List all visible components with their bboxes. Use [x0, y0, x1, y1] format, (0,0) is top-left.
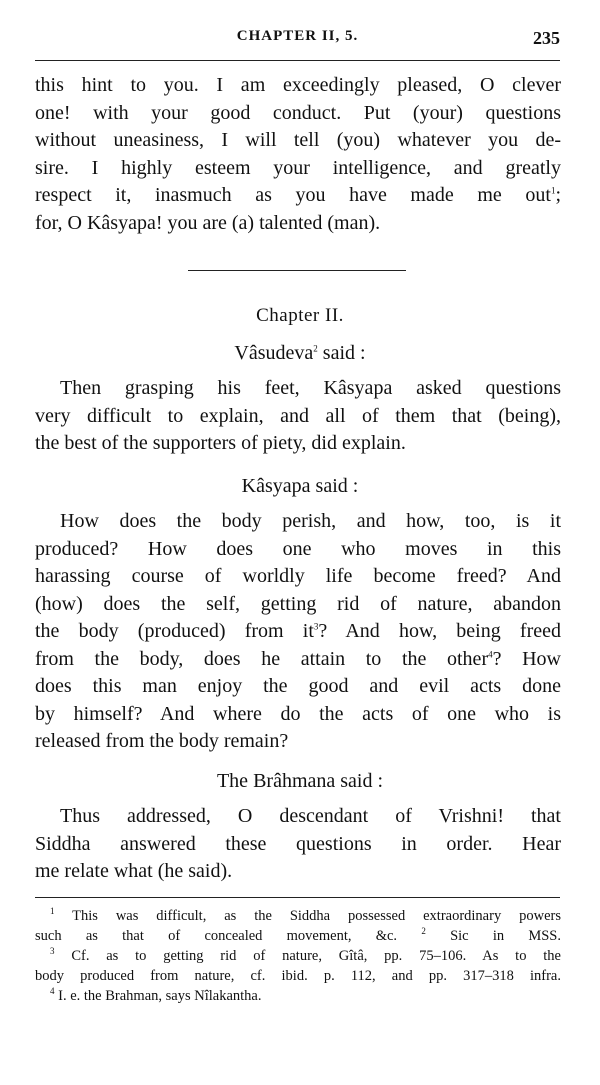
footnote-text: This was difficult, as the Siddha possessed extraordinary powers — [72, 908, 561, 924]
text-line: Then grasping his feet, Kâsyapa asked questions — [60, 377, 561, 399]
text-fragment: ; — [555, 184, 561, 206]
footnote-line — [35, 926, 561, 946]
text-line: the best of the supporters of piety, did explain. — [35, 432, 406, 454]
speaker-heading — [0, 475, 600, 498]
chapter-running-title: CHAPTER II, 5. — [236, 28, 359, 44]
footnote-mark: 1 — [50, 906, 55, 917]
footnote-line: body produced from nature, cf. ibid. p. 112, and pp. 317–318 infra. — [35, 968, 561, 984]
text-line: Thus addressed, O descendant of Vrishni! that — [60, 805, 561, 827]
footnote-2 — [421, 928, 561, 944]
paragraph-3 — [35, 803, 561, 886]
footnote-mark: 4 — [50, 986, 55, 997]
text-line: by himself? And where do the acts of one who is — [35, 702, 561, 725]
footnote-ref: 1 — [550, 185, 556, 196]
top-paragraph — [35, 72, 561, 237]
text-fragment: ? And how, being freed — [318, 620, 561, 642]
speaker-heading — [0, 770, 600, 793]
text-line — [35, 618, 561, 646]
text-fragment: the body (produced) from it — [35, 620, 314, 642]
text-line: this hint to you. I am exceedingly pleased, O clever — [35, 74, 561, 96]
speaker-verb: said : — [322, 342, 366, 364]
chapter-heading: Chapter II. — [256, 305, 344, 326]
text-line: sire. I highly esteem your intelligence, and greatly — [35, 156, 561, 179]
footnote-rule — [35, 897, 560, 898]
page-number: 235 — [533, 28, 560, 48]
text-line: without uneasiness, I will tell (you) whatever you de- — [35, 129, 561, 151]
text-line: very difficult to explain, and all of them that (being), — [35, 404, 561, 427]
speaker-name: Kâsyapa — [241, 475, 311, 497]
speaker-verb: said : — [340, 770, 384, 792]
footnote-ref: 3 — [313, 621, 319, 632]
text-line: harassing course of worldly life become freed? And — [35, 565, 561, 587]
paragraph-2 — [35, 508, 561, 756]
footnote-mark: 2 — [421, 926, 426, 937]
paragraph-1 — [35, 375, 561, 458]
speaker-name: Vâsudeva — [234, 342, 314, 364]
footnote-mark: 3 — [50, 946, 55, 957]
text-fragment: from the body, does he attain to the other — [35, 647, 489, 670]
text-line — [35, 182, 561, 210]
footnote-line — [35, 906, 561, 926]
speaker-heading — [0, 342, 600, 365]
section-separator — [188, 270, 406, 271]
speaker-verb: said : — [315, 475, 359, 497]
text-line — [35, 646, 561, 674]
footnote-text: Sic in MSS. — [450, 928, 562, 944]
text-line: produced? How does one who moves in this — [35, 537, 561, 560]
header-rule — [35, 60, 560, 61]
footnote-line — [35, 986, 561, 1006]
text-fragment: ? How — [492, 647, 562, 670]
text-line: does this man enjoy the good and evil acts done — [35, 675, 561, 697]
footnote-ref: 4 — [488, 648, 493, 659]
text-line: one! with your good conduct. Put (your) questions — [35, 101, 561, 124]
text-fragment: respect it, inasmuch as you have made me out — [35, 184, 551, 206]
running-header — [35, 28, 560, 54]
text-line: Siddha answered these questions in order. Hear — [35, 832, 561, 855]
text-line: How does the body perish, and how, too, is it — [60, 510, 561, 532]
footnote-text: such as that of concealed movement, &c. — [35, 928, 398, 944]
footnote-text: I. e. the Brahman, says Nîlakantha. — [58, 988, 262, 1004]
text-line: me relate what (he said). — [35, 860, 233, 882]
speaker-name: The Brâhmana — [216, 770, 336, 792]
footnote-text: Cf. as to getting rid of nature, Gîtâ, pp. 75–106. As to the — [71, 948, 561, 964]
text-line: for, O Kâsyapa! you are (a) talented (man). — [35, 211, 381, 234]
footnotes — [35, 906, 561, 1006]
text-line: released from the body remain? — [35, 730, 289, 752]
footnote-ref: 2 — [313, 343, 318, 354]
text-line: (how) does the self, getting rid of nature, abandon — [35, 592, 561, 615]
footnote-line — [35, 946, 561, 966]
